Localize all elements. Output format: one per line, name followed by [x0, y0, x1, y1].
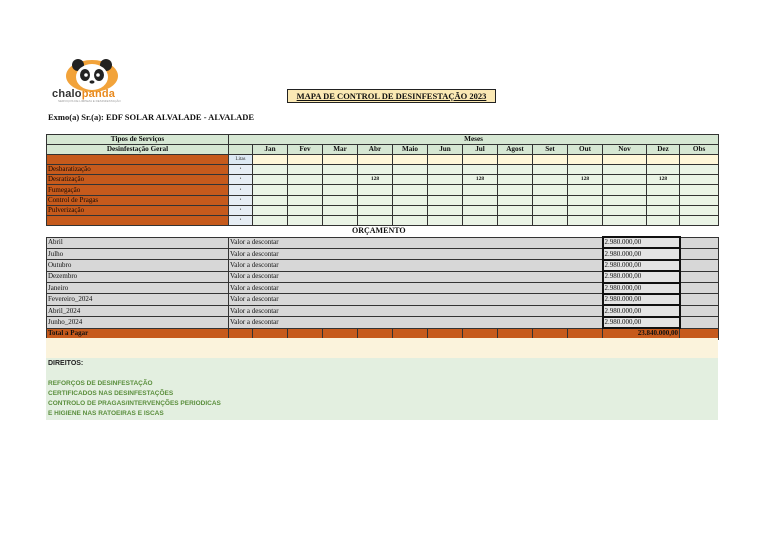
- service-marker: •: [229, 165, 253, 175]
- service-month-cell[interactable]: [428, 195, 463, 205]
- budget-row: [47, 283, 719, 294]
- budget-amount: 2.980.000,00: [603, 283, 680, 294]
- month-header: Agost: [498, 145, 533, 155]
- service-month-cell[interactable]: [498, 185, 533, 195]
- budget-period: Fevereiro_2024: [47, 294, 229, 305]
- month-cell[interactable]: [393, 155, 428, 165]
- month-header: Fev: [288, 145, 323, 155]
- service-month-cell[interactable]: [680, 215, 719, 225]
- service-month-cell[interactable]: [533, 215, 568, 225]
- budget-description: Valor a descontar: [229, 271, 603, 282]
- service-month-cell[interactable]: [603, 165, 647, 175]
- budget-description: Valor a descontar: [229, 260, 603, 271]
- budget-period: Julho: [47, 248, 229, 259]
- logo-tagline: SERVIÇOS DE LIMPEZA E DESINFESTAÇÃO: [58, 99, 121, 103]
- budget-row: [47, 294, 719, 305]
- month-blank: [229, 145, 253, 155]
- service-month-cell[interactable]: [680, 205, 719, 215]
- service-month-cell[interactable]: [393, 215, 428, 225]
- service-marker: •: [229, 185, 253, 195]
- month-header: Maio: [393, 145, 428, 155]
- service-month-cell[interactable]: [393, 165, 428, 175]
- month-header: Obs: [680, 145, 719, 155]
- service-month-cell[interactable]: [358, 185, 393, 195]
- budget-period: Outubro: [47, 260, 229, 271]
- service-name: [47, 215, 229, 225]
- service-month-cell[interactable]: [533, 185, 568, 195]
- total-label: Total a Pagar: [47, 328, 229, 339]
- budget-description: Valor a descontar: [229, 237, 603, 248]
- budget-obs: [680, 305, 719, 316]
- service-month-cell[interactable]: [288, 215, 323, 225]
- service-name: Control de Pragas: [47, 195, 229, 205]
- budget-obs: [680, 271, 719, 282]
- service-month-cell[interactable]: [428, 165, 463, 175]
- service-month-cell[interactable]: [288, 185, 323, 195]
- service-month-cell[interactable]: [253, 185, 288, 195]
- service-month-cell[interactable]: [647, 165, 680, 175]
- service-month-cell[interactable]: [253, 175, 288, 185]
- service-month-cell[interactable]: [603, 195, 647, 205]
- service-row: [47, 165, 719, 175]
- budget-row: [47, 305, 719, 316]
- budget-description: Valor a descontar: [229, 305, 603, 316]
- month-header: Set: [533, 145, 568, 155]
- service-month-cell[interactable]: [323, 215, 358, 225]
- service-row: [47, 205, 719, 215]
- month-cell[interactable]: [533, 155, 568, 165]
- budget-obs: [680, 260, 719, 271]
- service-month-cell[interactable]: [428, 205, 463, 215]
- service-month-cell[interactable]: [568, 205, 603, 215]
- service-month-cell[interactable]: [498, 175, 533, 185]
- logo-wordmark: chalopanda: [52, 88, 116, 100]
- service-month-cell[interactable]: [323, 185, 358, 195]
- service-row: [47, 195, 719, 205]
- service-month-cell[interactable]: [253, 165, 288, 175]
- service-month-cell[interactable]: [498, 205, 533, 215]
- service-marker: •: [229, 195, 253, 205]
- service-month-cell[interactable]: 128: [647, 175, 680, 185]
- service-month-cell[interactable]: [498, 165, 533, 175]
- service-month-cell[interactable]: [358, 165, 393, 175]
- service-month-cell[interactable]: [288, 195, 323, 205]
- rights-item: CONTROLO DE PRAGAS/INTERVENÇÕES PERIODICAS: [48, 400, 221, 407]
- service-month-cell[interactable]: [323, 175, 358, 185]
- month-cell[interactable]: [288, 155, 323, 165]
- budget-amount: 2.980.000,00: [603, 260, 680, 271]
- service-month-cell[interactable]: [463, 215, 498, 225]
- budget-amount: 2.980.000,00: [603, 305, 680, 316]
- budget-period: Junho_2024: [47, 317, 229, 328]
- service-month-cell[interactable]: [647, 205, 680, 215]
- service-month-cell[interactable]: [680, 195, 719, 205]
- service-month-cell[interactable]: [603, 175, 647, 185]
- budget-period: Abril: [47, 237, 229, 248]
- service-month-cell[interactable]: [498, 195, 533, 205]
- budget-row: [47, 317, 719, 328]
- budget-description: Valor a descontar: [229, 248, 603, 259]
- service-month-cell[interactable]: [358, 215, 393, 225]
- month-header: Dez: [647, 145, 680, 155]
- service-month-cell[interactable]: [323, 205, 358, 215]
- month-header: Abr: [358, 145, 393, 155]
- month-header: Nov: [603, 145, 647, 155]
- budget-period: Janeiro: [47, 283, 229, 294]
- service-month-cell[interactable]: [568, 165, 603, 175]
- rights-panel: [46, 358, 718, 420]
- service-month-cell[interactable]: [647, 215, 680, 225]
- service-marker: •: [229, 205, 253, 215]
- month-cell[interactable]: [603, 155, 647, 165]
- month-header: Mar: [323, 145, 358, 155]
- budget-obs: [680, 248, 719, 259]
- service-month-cell[interactable]: [428, 215, 463, 225]
- header-general: Desinfestação Geral: [47, 145, 229, 155]
- service-month-cell[interactable]: [253, 215, 288, 225]
- service-month-cell[interactable]: [680, 165, 719, 175]
- budget-description: Valor a descontar: [229, 317, 603, 328]
- budget-obs: [680, 283, 719, 294]
- month-header: Jan: [253, 145, 288, 155]
- service-name: Fumegação: [47, 185, 229, 195]
- budget-row: [47, 271, 719, 282]
- service-month-cell[interactable]: [323, 165, 358, 175]
- month-header: Jul: [463, 145, 498, 155]
- service-month-cell[interactable]: [568, 195, 603, 205]
- month-cell[interactable]: [358, 155, 393, 165]
- spacer-band: [46, 338, 718, 358]
- budget-period: Dezembro: [47, 271, 229, 282]
- header-service-types: Tipos de Serviços: [47, 135, 229, 145]
- service-month-cell[interactable]: [647, 195, 680, 205]
- service-month-cell[interactable]: [533, 205, 568, 215]
- service-name: Pulverização: [47, 205, 229, 215]
- service-month-cell[interactable]: [680, 185, 719, 195]
- budget-period: Abril_2024: [47, 305, 229, 316]
- budget-amount: 2.980.000,00: [603, 248, 680, 259]
- service-marker: •: [229, 175, 253, 185]
- service-month-cell[interactable]: [253, 195, 288, 205]
- budget-description: Valor a descontar: [229, 283, 603, 294]
- service-month-cell[interactable]: [358, 205, 393, 215]
- service-row: [47, 215, 719, 225]
- month-cell[interactable]: [680, 155, 719, 165]
- rights-item: REFORÇOS DE DESINFESTAÇÃO: [48, 380, 153, 387]
- rights-item: E HIGIENE NAS RATOEIRAS E ISCAS: [48, 410, 164, 417]
- budget-description: Valor a descontar: [229, 294, 603, 305]
- service-month-cell[interactable]: [288, 165, 323, 175]
- budget-row: [47, 260, 719, 271]
- service-month-cell[interactable]: [253, 205, 288, 215]
- service-month-cell[interactable]: [463, 185, 498, 195]
- service-month-cell[interactable]: [358, 195, 393, 205]
- service-month-cell[interactable]: 128: [463, 175, 498, 185]
- service-month-cell[interactable]: [498, 215, 533, 225]
- budget-obs: [680, 317, 719, 328]
- service-name: Desratização: [47, 175, 229, 185]
- total-amount: 23.840.000,00: [603, 328, 680, 339]
- service-month-cell[interactable]: [393, 195, 428, 205]
- service-month-cell[interactable]: 128: [568, 175, 603, 185]
- rights-title: DIREITOS:: [48, 360, 84, 367]
- budget-amount: 2.980.000,00: [603, 317, 680, 328]
- budget-title: ORÇAMENTO: [352, 226, 406, 235]
- service-month-cell[interactable]: [603, 205, 647, 215]
- service-row: [47, 175, 719, 185]
- service-month-cell[interactable]: [288, 205, 323, 215]
- month-cell[interactable]: [428, 155, 463, 165]
- service-month-cell[interactable]: [463, 195, 498, 205]
- service-month-cell[interactable]: [680, 175, 719, 185]
- budget-obs: [680, 294, 719, 305]
- service-month-cell[interactable]: [533, 195, 568, 205]
- service-month-cell[interactable]: [288, 175, 323, 185]
- service-month-cell[interactable]: [463, 205, 498, 215]
- month-header: Jun: [428, 145, 463, 155]
- service-month-cell[interactable]: [568, 215, 603, 225]
- budget-row: [47, 248, 719, 259]
- service-month-cell[interactable]: [428, 175, 463, 185]
- budget-amount: 2.980.000,00: [603, 294, 680, 305]
- service-month-cell[interactable]: [647, 185, 680, 195]
- month-cell[interactable]: [568, 155, 603, 165]
- month-cell[interactable]: [253, 155, 288, 165]
- header-months: Meses: [229, 135, 719, 145]
- service-month-cell[interactable]: [533, 175, 568, 185]
- service-month-cell[interactable]: [568, 185, 603, 195]
- month-cell[interactable]: [463, 155, 498, 165]
- service-header-spacer: [47, 155, 229, 165]
- service-month-cell[interactable]: [533, 165, 568, 175]
- service-month-cell[interactable]: [393, 175, 428, 185]
- service-row: [47, 185, 719, 195]
- month-cell[interactable]: [647, 155, 680, 165]
- month-header: Out: [568, 145, 603, 155]
- service-month-cell[interactable]: [603, 185, 647, 195]
- budget-obs: [680, 237, 719, 248]
- budget-amount: 2.980.000,00: [603, 271, 680, 282]
- budget-row: [47, 237, 719, 248]
- service-month-cell[interactable]: [428, 185, 463, 195]
- month-cell[interactable]: [323, 155, 358, 165]
- budget-table: [46, 236, 719, 340]
- service-month-cell[interactable]: [463, 165, 498, 175]
- service-month-cell[interactable]: [393, 205, 428, 215]
- service-marker: •: [229, 215, 253, 225]
- service-name: Desbaratização: [47, 165, 229, 175]
- budget-amount: 2.980.000,00: [603, 237, 680, 248]
- client-line: Exmo(a) Sr.(a): EDF SOLAR ALVALADE - ALVALADE: [48, 112, 255, 122]
- service-month-cell[interactable]: [323, 195, 358, 205]
- service-month-cell[interactable]: [603, 215, 647, 225]
- document-title: MAPA DE CONTROL DE DESINFESTAÇÃO 2023: [287, 89, 496, 103]
- schedule-table: [46, 134, 719, 226]
- rights-item: CERTIFICADOS NAS DESINFESTAÇÕES: [48, 390, 174, 397]
- month-cell[interactable]: [498, 155, 533, 165]
- service-month-cell[interactable]: [393, 185, 428, 195]
- ltag-label: Litas: [229, 155, 253, 165]
- service-month-cell[interactable]: 128: [358, 175, 393, 185]
